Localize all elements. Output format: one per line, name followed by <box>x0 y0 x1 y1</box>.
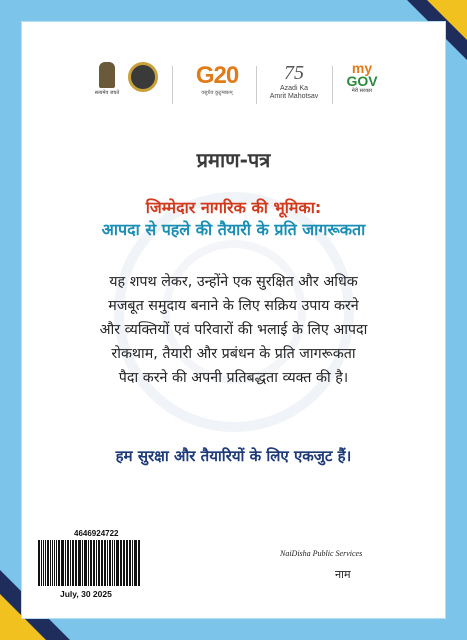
subtitle-line-2: आपदा से पहले की तैयारी के प्रति जागरूकता <box>101 220 366 239</box>
barcode-bar <box>116 540 119 586</box>
mygov-my: my <box>351 60 373 76</box>
national-emblem-logo <box>92 62 122 96</box>
barcode-bar <box>70 540 71 586</box>
mygov-gov: GOV <box>346 73 378 89</box>
g20-logo <box>182 62 252 96</box>
barcode-bar <box>67 540 69 586</box>
emblem-caption: सत्यमेव जयते <box>94 90 120 96</box>
barcode-bar <box>101 540 103 586</box>
mygov-tagline: मेरी सरकार <box>351 88 373 94</box>
g20-caption: वसुधैव कुटुम्बकम् <box>201 90 233 96</box>
azadi-number: 75 <box>284 62 304 84</box>
barcode-bar <box>41 540 42 586</box>
barcode-bar <box>123 540 125 586</box>
barcode-bar <box>45 540 46 586</box>
logo-row <box>22 62 445 110</box>
barcode-bar <box>114 540 115 586</box>
logo-divider <box>256 66 257 104</box>
barcode-bar <box>54 540 55 586</box>
azadi-line2: Amrit Mahotsav <box>269 93 319 100</box>
certificate-number: 4646924722 <box>74 529 119 538</box>
barcode-bar <box>104 540 106 586</box>
body-line: मजबूत समुदाय बनाने के लिए सक्रिय उपाय करने <box>108 298 359 314</box>
barcode-bar <box>120 540 122 586</box>
certificate-title: प्रमाण-पत्र <box>196 148 271 172</box>
azadi-ka-amrit-mahotsav-logo <box>262 62 326 101</box>
barcode-bar <box>93 540 95 586</box>
name-label: नाम <box>335 568 351 581</box>
barcode-bar <box>90 540 92 586</box>
body-line: रोकथाम, तैयारी और प्रबंधन के प्रति जागरूकता <box>111 346 356 362</box>
ndma-seal-logo <box>126 62 160 92</box>
seal-icon <box>128 62 158 92</box>
signature: NaiDisha Public Services <box>280 549 363 558</box>
barcode-bar <box>88 540 89 586</box>
mygov-logo <box>340 62 384 94</box>
logo-divider <box>172 66 173 104</box>
barcode-bar <box>47 540 49 586</box>
barcode-bar <box>107 540 108 586</box>
barcode-bar <box>65 540 66 586</box>
barcode-bar <box>72 540 74 586</box>
azadi-line1: Azadi Ka <box>279 85 309 92</box>
g20-wordmark: G20 <box>195 62 239 89</box>
barcode-bar <box>78 540 81 586</box>
barcode-bar <box>96 540 97 586</box>
barcode-bar <box>43 540 44 586</box>
barcode-bar <box>112 540 113 586</box>
barcode-bar <box>109 540 111 586</box>
pledge-statement: हम सुरक्षा और तैयारियों के लिए एकजुट हैं। <box>115 447 352 465</box>
ashoka-emblem-icon <box>99 62 115 88</box>
barcode-bar <box>52 540 53 586</box>
barcode-bar <box>38 540 40 586</box>
body-line: और व्यक्तियों एवं परिवारों की भलाई के लिए आपदा <box>99 322 368 338</box>
barcode-bar <box>56 540 57 586</box>
barcode-bar <box>82 540 83 586</box>
issue-date: July, 30 2025 <box>60 589 112 599</box>
barcode-bar <box>75 540 77 586</box>
barcode-bar <box>58 540 60 586</box>
barcode-bar <box>84 540 87 586</box>
barcode-bar <box>50 540 51 586</box>
barcode-bar <box>132 540 133 586</box>
logo-divider <box>332 66 333 104</box>
body-line: यह शपथ लेकर, उन्होंने एक सुरक्षित और अधिक <box>109 274 358 290</box>
certificate-card <box>22 22 445 618</box>
subtitle-line-1: जिम्मेदार नागरिक की भूमिका: <box>145 198 322 217</box>
barcode-bar <box>98 540 100 586</box>
certificate-body <box>46 270 421 390</box>
body-line: पैदा करने की अपनी प्रतिबद्धता व्यक्त की है। <box>118 370 349 386</box>
barcode-bar <box>61 540 64 586</box>
barcode-bar <box>138 540 140 586</box>
barcode <box>38 540 142 586</box>
barcode-bar <box>134 540 137 586</box>
barcode-bar <box>126 540 128 586</box>
barcode-bar <box>129 540 131 586</box>
